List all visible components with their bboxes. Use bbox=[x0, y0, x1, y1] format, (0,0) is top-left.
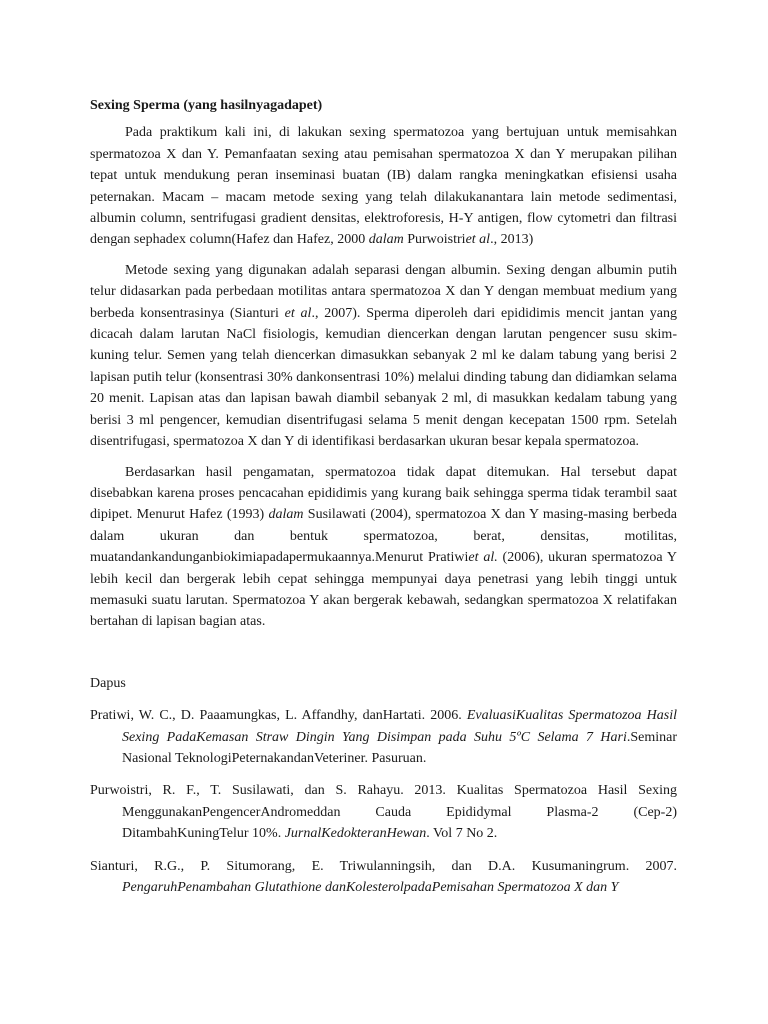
paragraph-text: Susilawati (2004), spermatozoa X dan Y masing-masing berbeda dalam ukuran dan bentuk spermatozoa, berat, densitas, motilitas, muatandankandunganbiokimiapadapermukaannya.Menurut Pratiwi bbox=[90, 507, 677, 566]
reference-text: . Vol 7 No 2. bbox=[426, 826, 498, 842]
document-body bbox=[90, 95, 677, 909]
paragraph-italic: dalam bbox=[268, 507, 304, 523]
paragraph-1 bbox=[90, 122, 677, 250]
reference-entry bbox=[90, 856, 677, 899]
paragraph-italic: et al bbox=[465, 232, 491, 248]
reference-italic: PengaruhPenambahan Glutathione danKolesterolpadaPemisahan Spermatozoa X dan Y bbox=[122, 880, 619, 895]
paragraph-text: Metode sexing yang digunakan adalah separasi dengan albumin. Sexing dengan albumin putih telur didasarkan pada perbedaan motilitas antara spermatozoa X dan Y dengan membuat medium yang berbeda konsentrasinya (Sianturi bbox=[90, 262, 677, 321]
paragraph-text: Pada praktikum kali ini, di lakukan sexing spermatozoa yang bertujuan untuk memisahkan spermatozoa X dan Y. Pemanfaatan sexing atau pemisahan spermatozoa X dan Y merupakan pilihan tepat untuk mendukung peran inseminasi buatan (IB) dalam rangka meningkatkan efisiensi usaha peternakan. Macam – macam metode sexing yang telah dilakukanantara lain metode sedimentasi, albumin column, sentrifugasi gradient densitas, elektroforesis, H-Y antigen, flow cytometri dan filtrasi dengan sephadex column(Hafez dan Hafez, 2000 bbox=[90, 125, 677, 248]
paragraph-italic: et al bbox=[284, 305, 312, 321]
reference-text: .Seminar Nasional TeknologiPeternakandanVeteriner. Pasuruan. bbox=[122, 729, 677, 766]
paragraph-3 bbox=[90, 462, 677, 633]
paragraph-text: Purwoistri bbox=[403, 232, 466, 248]
paragraph-italic: dalam bbox=[368, 232, 404, 248]
section-heading: Sexing Sperma (yang hasilnyagadapet) bbox=[90, 98, 323, 113]
reference-entry bbox=[90, 705, 677, 769]
reference-italic: JurnalKedokteranHewan bbox=[284, 826, 427, 842]
reference-text: Sianturi, R.G., P. Situmorang, E. Triwulanningsih, dan D.A. Kusumaningrum. 2007. bbox=[90, 858, 677, 874]
paragraph-2 bbox=[90, 260, 677, 453]
paragraph-text: (2006), ukuran spermatozoa Y lebih kecil dan bergerak lebih cepat sehingga mempunyai daya penetrasi yang lebih tinggi untuk memasuki suatu larutan. Spermatozoa Y akan bergerak kebawah, sedangkan spermatozoa X relatifakan bertahan di lapisan bagian atas. bbox=[90, 550, 677, 630]
paragraph-text: ., 2013) bbox=[490, 232, 534, 248]
reference-text: Purwoistri, R. F., T. Susilawati, dan S. Rahayu. 2013. Kualitas Spermatozoa Hasil Sexing MenggunakanPengencerAndromeddan Cauda Epididymal Plasma-2 (Cep-2) DitambahKuningTelur 10%. bbox=[90, 783, 677, 842]
paragraph-text: ., 2007). Sperma diperoleh dari epididimis mencit jantan yang dicacah dalam larutan NaCl fisiologis, kemudian diencerkan dengan larutan pengencer susu skim-kuning telur. Semen yang telah diencerkan dimasukkan sebanyak 2 ml ke dalam tabung yang berisi 2 lapisan putih telur (konsentrasi 30% dankonsentrasi 10%) melalui dinding tabung dan didiamkan selama 20 menit. Lapisan atas dan lapisan bawah diambil sebanyak 2 ml, di masukkan kedalam tabung yang berisi 3 ml pengencer, kemudian disentrifugasi selama 5 menit dengan kecepatan 1500 rpm. Setelah disentrifugasi, spermatozoa X dan Y di identifikasi berdasarkan ukuran besar kepala spermatozoa. bbox=[90, 305, 677, 450]
paragraph-text: Berdasarkan hasil pengamatan, spermatozoa tidak dapat ditemukan. Hal tersebut dapat disebabkan karena proses pencacahan epididimis yang kurang baik sehingga sperma tidak terambil saat dipipet. Menurut Hafez (1993) bbox=[90, 464, 677, 523]
paragraph-italic: et al. bbox=[468, 550, 498, 566]
reference-entry bbox=[90, 780, 677, 844]
references-heading: Dapus bbox=[90, 675, 126, 691]
reference-text: Pratiwi, W. C., D. Paaamungkas, L. Affandhy, danHartati. 2006. bbox=[90, 708, 467, 724]
reference-italic: EvaluasiKualitas Spermatozoa Hasil Sexing PadaKemasan Straw Dingin Yang Disimpan pada Suhu 5ºC Selama 7 Hari bbox=[122, 708, 677, 745]
